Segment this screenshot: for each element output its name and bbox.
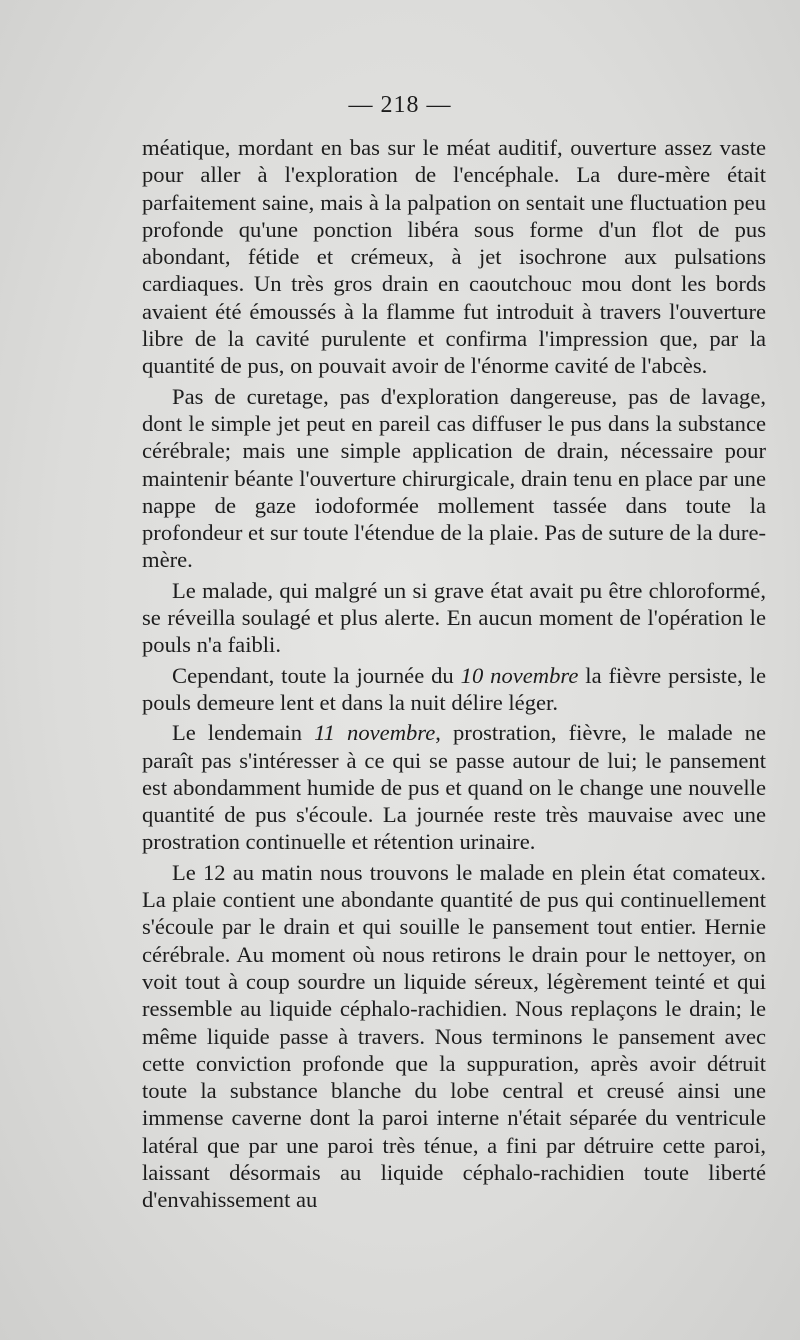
date-10-novembre: 10 novembre [460,662,579,688]
page-number: — 218 — [348,92,452,118]
paragraph-5-text-end: , prostration, fièvre, le malade ne paraît pas s'intéresser à ce qui se passe autour de lui; le pansement est abondamment humide de pus et quand on le change une nouvelle quantité de pus s'écoule. La journée reste très mauvaise avec une prostration continuelle et rétention urinaire. [142,720,766,855]
paragraph-4-text-start: Cependant, toute la journée du [172,662,461,688]
body-text [142,134,766,1214]
paragraph-6: Le 12 au matin nous trouvons le malade en plein état comateux. La plaie contient une abondante quantité de pus qui continuellement s'écoule par le drain et qui souille le pansement tout entier. Hernie cérébrale. Au moment où nous retirons le drain pour le nettoyer, on voit tout à coup sourdre un liquide séreux, légèrement teinté et qui ressemble au liquide céphalo-rachidien. Nous replaçons le drain; le même liquide passe à travers. Nous terminons le pansement avec cette conviction profonde que la suppuration, après avoir détruit toute la substance blanche du lobe central et creusé ainsi une immense caverne dont la paroi interne n'était séparée du ventricule latéral que par une paroi très ténue, a fini par détruire cette paroi, laissant désormais au liquide céphalo-rachidien toute liberté d'envahissement au [142,859,766,1213]
paragraph-5 [142,719,766,855]
paragraph-2: Pas de curetage, pas d'exploration dangereuse, pas de lavage, dont le simple jet peut en pareil cas diffuser le pus dans la substance cérébrale; mais une simple application de drain, nécessaire pour maintenir béante l'ouverture chirurgicale, drain tenu en place par une nappe de gaze iodoformée mollement tassée dans toute la profondeur et sur toute l'étendue de la plaie. Pas de suture de la dure-mère. [142,383,766,573]
paragraph-1: méatique, mordant en bas sur le méat auditif, ouverture assez vaste pour aller à l'exploration de l'encéphale. La dure-mère était parfaitement saine, mais à la palpation on sentait une fluctuation peu profonde qu'une ponction libéra sous forme d'un flot de pus abondant, fétide et crémeux, à jet isochrone aux pulsations cardiaques. Un très gros drain en caoutchouc mou dont les bords avaient été émoussés à la flamme fut introduit à travers l'ouverture libre de la cavité purulente et confirma l'impression que, par la quantité de pus, on pouvait avoir de l'énorme cavité de l'abcès. [142,135,766,379]
date-11-novembre: 11 novembre [314,720,436,746]
paragraph-3: Le malade, qui malgré un si grave état avait pu être chloroformé, se réveilla soulagé et plus alerte. En aucun moment de l'opération le pouls n'a faibli. [142,577,766,658]
paragraph-4-text-end: la fièvre persiste, le pouls demeure lent et dans la nuit délire léger. [142,662,766,715]
paragraph-5-text-start: Le lendemain [172,720,315,746]
paragraph-4 [142,662,766,717]
